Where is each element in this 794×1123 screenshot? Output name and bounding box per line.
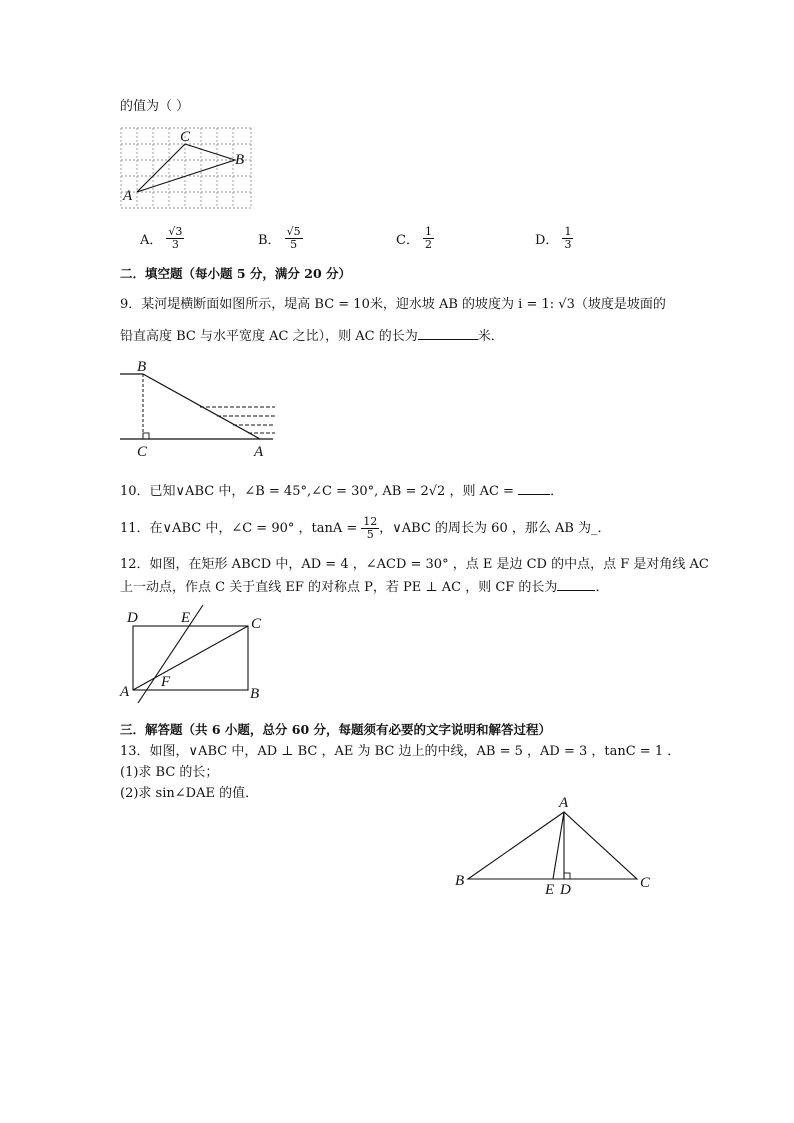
- q12-label-d: D: [127, 610, 138, 626]
- q8-option-a-num: √3: [168, 225, 183, 238]
- q8-grid-triangle-figure: [118, 124, 258, 214]
- q12-label-f: F: [161, 674, 171, 690]
- q12-rectangle-figure: [118, 603, 268, 703]
- q12-label-a: A: [120, 684, 130, 700]
- q12-label-e: E: [181, 610, 191, 626]
- q12-line-1: 12．如图，在矩形 ABCD 中，AD = 4 ，∠ACD = 30° ，点 E 是边 CD 的中点，点 F 是对角线 AC: [120, 557, 709, 572]
- q11-line: 11．在∨ABC 中，∠C = 90° ，tanA = $\frac{12}{5}$ ，∨ABC 的周长为 60 ，那么 AB 为_．: [120, 515, 611, 541]
- q8-label-a: A: [123, 188, 133, 204]
- q8-option-b-den: 5: [290, 238, 298, 251]
- q8-option-d[interactable]: D． $\frac{1}{3}$: [535, 225, 572, 251]
- q8-option-c-den: 2: [424, 238, 432, 251]
- q8-option-c-num: 1: [424, 225, 432, 238]
- q12-label-c: C: [251, 616, 262, 632]
- q12-answer-blank[interactable]: [557, 578, 595, 591]
- q12-line-2: 上一动点，作点 C 关于直线 EF 的对称点 P，若 PE ⊥ AC ，则 CF 的长为 ．: [120, 580, 609, 595]
- q13-line-1: 13．如图，∨ABC 中，AD ⊥ BC ，AE 为 BC 边上的中线，AB = 5 ，AD = 3 ，tanC = 1 ．: [120, 744, 681, 759]
- question-8-tail: 的值为（ ）: [120, 99, 190, 114]
- q10-answer-blank[interactable]: [518, 482, 550, 495]
- q9-line-1: 9．某河堤横断面如图所示，堤高 BC = 10米，迎水坡 AB 的坡度为 i = 1: √3（坡度是坡面的: [120, 297, 666, 312]
- q8-option-d-num: 1: [564, 225, 572, 238]
- q9-label-c: C: [137, 444, 148, 460]
- q8-label-b: B: [235, 152, 245, 168]
- q13-label-d: D: [560, 882, 571, 898]
- q8-option-c[interactable]: C． $\frac{1}{2}$: [396, 225, 432, 251]
- q8-option-d-den: 3: [564, 238, 572, 251]
- q9-label-a: A: [254, 444, 264, 460]
- q13-label-c: C: [640, 875, 651, 891]
- q13-triangle: [468, 812, 637, 879]
- q9-label-b: B: [137, 359, 147, 375]
- section-3-heading: 三．解答题（共 6 小题，总分 60 分，每题须有必要的文字说明和解答过程）: [120, 722, 552, 737]
- q8-triangle: [137, 144, 235, 192]
- q8-label-c: C: [180, 129, 191, 145]
- section-2-heading: 二．填空题（每小题 5 分，满分 20 分）: [120, 266, 352, 281]
- q8-option-a-den: 3: [171, 238, 179, 251]
- q13-triangle-figure: [452, 790, 657, 900]
- q10-line: 10．已知∨ABC 中，∠B = 45°,∠C = 30°, AB = 2√2 ，则 AC = ．: [120, 484, 564, 499]
- q13-label-e: E: [545, 882, 555, 898]
- q9-line-2: 铅直高度 BC 与水平宽度 AC 之比），则 AC 的长为 米．: [120, 329, 504, 344]
- q8-option-b[interactable]: B． $\frac{√5}{5}$: [258, 225, 301, 251]
- q13-label-a: A: [559, 795, 569, 811]
- q12-label-b: B: [250, 686, 260, 702]
- q8-option-a[interactable]: A． $\frac{√3}{3}$: [140, 225, 183, 251]
- q9-answer-blank[interactable]: [418, 327, 478, 340]
- q13-part-2: (2)求 sin∠DAE 的值．: [120, 786, 259, 801]
- q13-label-b: B: [455, 873, 465, 889]
- q9-embankment-figure: [118, 355, 283, 460]
- q8-option-b-num: √5: [286, 225, 301, 238]
- q13-part-1: (1)求 BC 的长；: [120, 765, 219, 780]
